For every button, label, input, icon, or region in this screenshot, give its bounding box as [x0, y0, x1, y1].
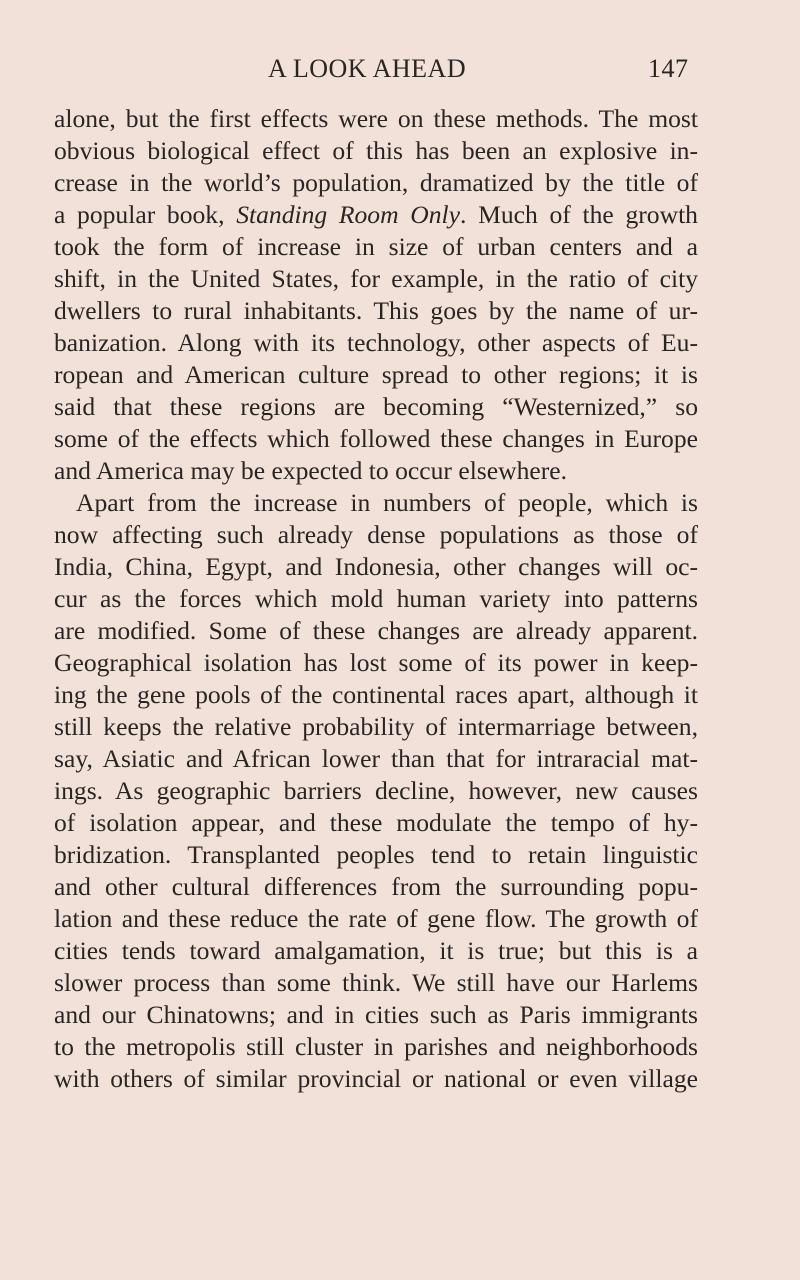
text-line: banization. Along with its technology, other aspects of Eu- — [54, 328, 698, 357]
running-head — [0, 54, 800, 94]
text-line-with-book-title — [54, 199, 698, 231]
text-line: to the metropolis still cluster in parishes and neighborhoods — [54, 1032, 698, 1061]
page-number: 147 — [648, 54, 689, 83]
text-line: with others of similar provincial or national or even village — [54, 1064, 698, 1093]
text-line: Geographical isolation has lost some of its power in keep- — [54, 648, 698, 677]
paragraph-end-line: and America may be expected to occur elsewhere. — [54, 456, 568, 485]
text-line: dwellers to rural inhabitants. This goes by the name of ur- — [54, 296, 698, 325]
text-line: lation and these reduce the rate of gene flow. The growth of — [54, 904, 698, 933]
text-line: and our Chinatowns; and in cities such as Paris immigrants — [54, 1000, 698, 1029]
text-line: say, Asiatic and African lower than that for intraracial mat- — [54, 744, 698, 773]
text-line: still keeps the relative probability of intermarriage between, — [54, 712, 698, 741]
text-line: cur as the forces which mold human variety into patterns — [54, 584, 698, 613]
running-title: A LOOK AHEAD — [268, 54, 467, 83]
text-line: now affecting such already dense populations as those of — [54, 520, 698, 549]
paragraph-start-line: Apart from the increase in numbers of people, which is — [76, 488, 698, 517]
text-line: took the form of increase in size of urban centers and a — [54, 232, 698, 261]
text-line: ing the gene pools of the continental races apart, although it — [54, 680, 698, 709]
text-line: some of the effects which followed these changes in Europe — [54, 424, 698, 453]
text-line: are modified. Some of these changes are already apparent. — [54, 616, 698, 645]
text-line: said that these regions are becoming “Westernized,” so — [54, 392, 698, 421]
text-line: ings. As geographic barriers decline, however, new causes — [54, 776, 698, 805]
text-segment: . Much of the growth — [460, 200, 698, 229]
text-line: and other cultural differences from the surrounding popu- — [54, 872, 698, 901]
text-line: alone, but the first effects were on these methods. The most — [54, 104, 698, 133]
text-line: crease in the world’s population, dramatized by the title of — [54, 168, 698, 197]
text-line: ropean and American culture spread to other regions; it is — [54, 360, 698, 389]
text-segment: a popular book, — [54, 200, 237, 229]
text-line: of isolation appear, and these modulate the tempo of hy- — [54, 808, 698, 837]
text-line: shift, in the United States, for example, in the ratio of city — [54, 264, 698, 293]
text-line: obvious biological effect of this has been an explosive in- — [54, 136, 698, 165]
book-title: Standing Room Only — [236, 200, 461, 229]
text-line: India, China, Egypt, and Indonesia, other changes will oc- — [54, 552, 698, 581]
body-text — [54, 103, 698, 1095]
text-line: slower process than some think. We still have our Harlems — [54, 968, 698, 997]
text-line: cities tends toward amalgamation, it is true; but this is a — [54, 936, 698, 965]
text-line: bridization. Transplanted peoples tend to retain linguistic — [54, 840, 698, 869]
